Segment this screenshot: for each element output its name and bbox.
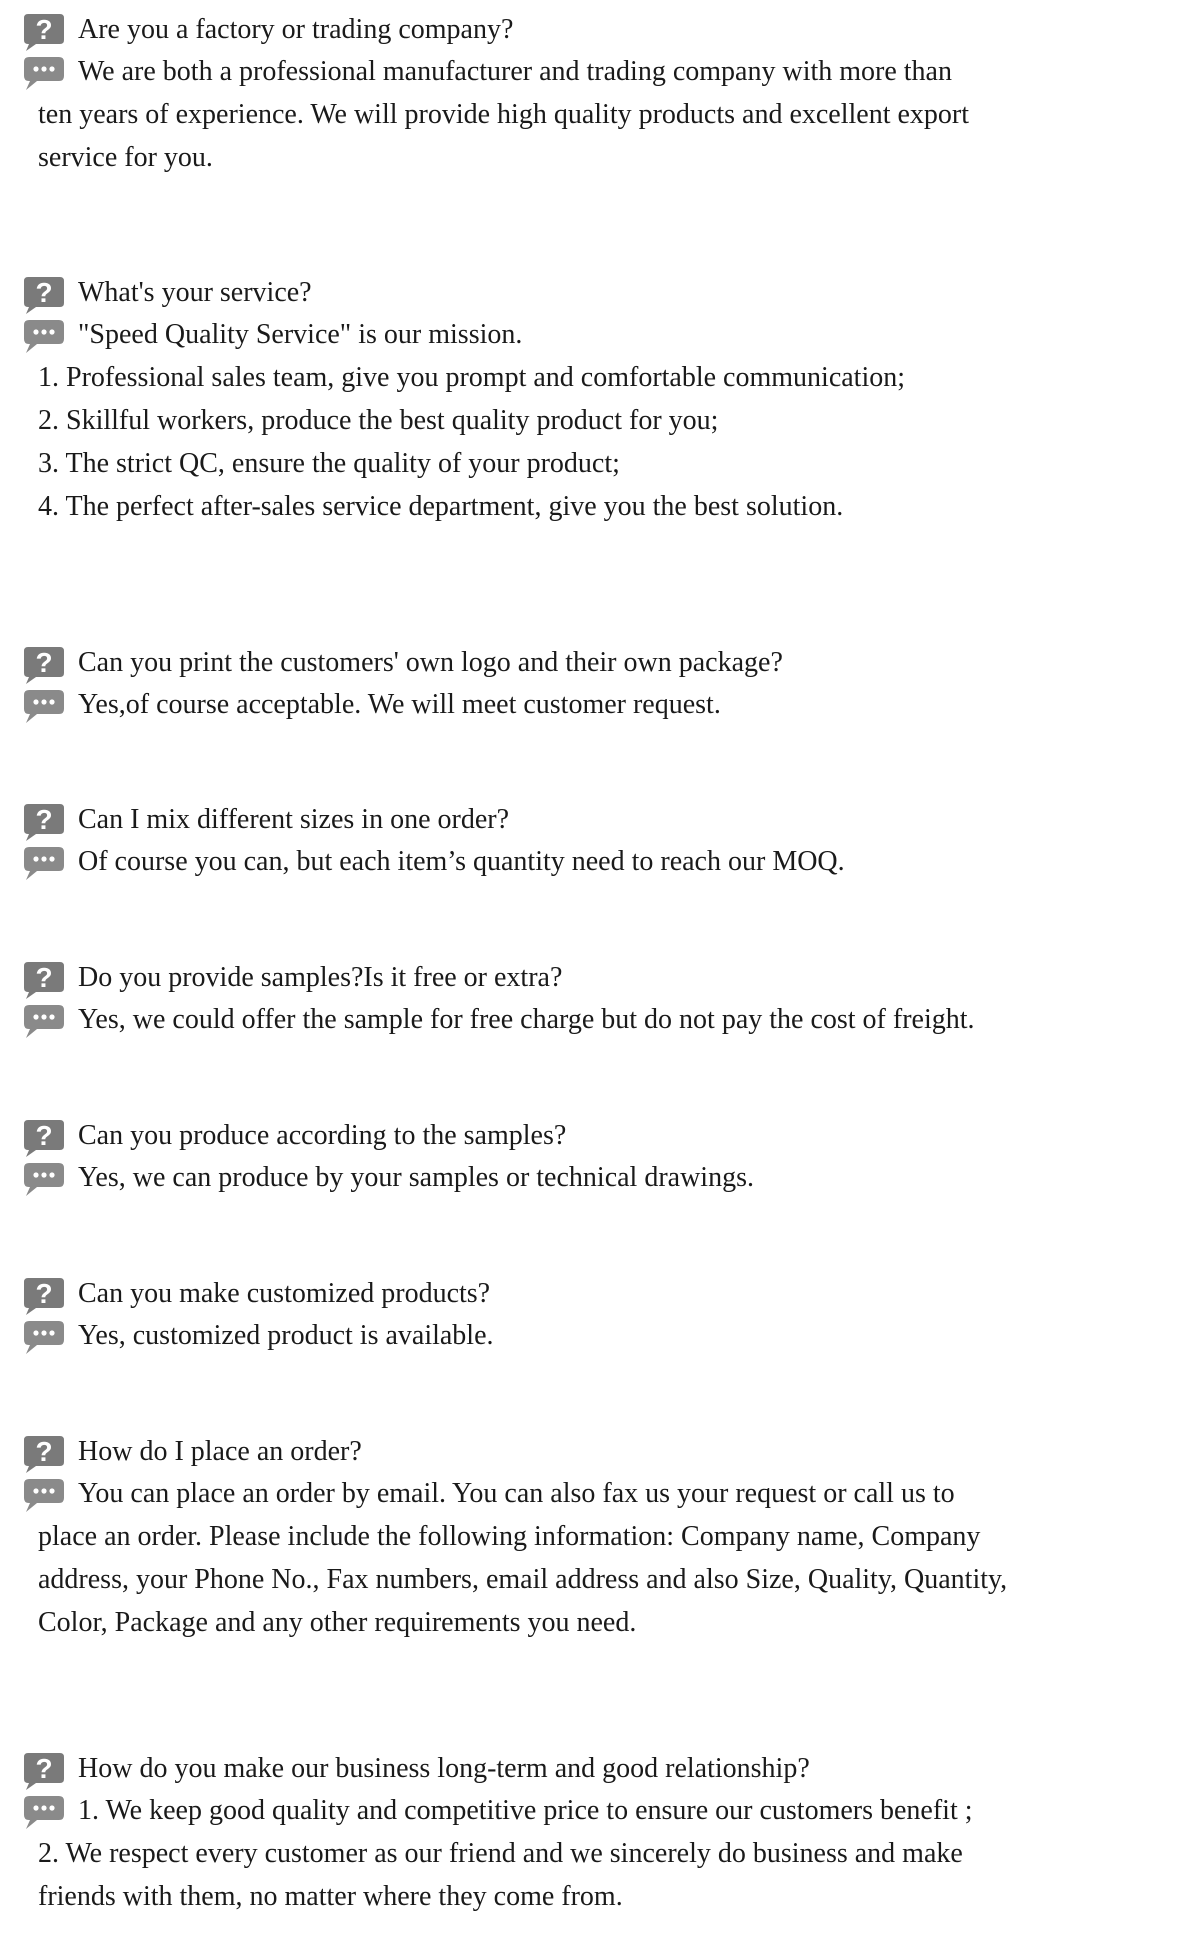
faq-answer-line: Yes, we can produce by your samples or technical drawings.	[78, 1162, 754, 1193]
svg-text:?: ?	[35, 1120, 53, 1151]
faq-answer-line: service for you.	[38, 142, 213, 173]
faq-answer-line: 1. Professional sales team, give you prompt and comfortable communication;	[38, 362, 906, 393]
faq-answer-line: Of course you can, but each item’s quantity need to reach our MOQ.	[78, 846, 845, 877]
svg-text:?: ?	[35, 804, 53, 835]
faq-answer-line: address, your Phone No., Fax numbers, email address and also Size, Quality, Quantity,	[38, 1564, 1008, 1595]
svg-text:?: ?	[35, 1278, 53, 1309]
faq-answer-line: Yes,of course acceptable. We will meet customer request.	[78, 689, 721, 720]
svg-text:?: ?	[35, 277, 53, 308]
faq-answer-line: 3. The strict QC, ensure the quality of your product;	[38, 448, 620, 479]
svg-text:?: ?	[35, 14, 53, 45]
faq-answer-line: "Speed Quality Service" is our mission.	[78, 319, 523, 350]
faq-question: Can you print the customers' own logo and their own package?	[78, 647, 783, 678]
svg-text:?: ?	[35, 1436, 53, 1467]
svg-text:?: ?	[35, 647, 53, 678]
faq-answer-line: 2. Skillful workers, produce the best quality product for you;	[38, 405, 719, 436]
faq-answer-line: ten years of experience. We will provide high quality products and excellent export	[38, 99, 970, 130]
faq-answer-line: 1. We keep good quality and competitive price to ensure our customers benefit ;	[78, 1795, 973, 1826]
faq-answer-line: We are both a professional manufacturer and trading company with more than	[78, 56, 952, 87]
faq-answer-line: friends with them, no matter where they come from.	[38, 1881, 623, 1912]
faq-answer-line: 4. The perfect after-sales service department, give you the best solution.	[38, 491, 844, 522]
faq-answer-line: 2. We respect every customer as our friend and we sincerely do business and make	[38, 1838, 963, 1869]
faq-question: Can I mix different sizes in one order?	[78, 804, 510, 835]
faq-question: How do you make our business long-term and good relationship?	[78, 1753, 810, 1784]
svg-text:?: ?	[35, 962, 53, 993]
faq-answer-line: You can place an order by email. You can also fax us your request or call us to	[78, 1478, 955, 1509]
faq-answer-line: place an order. Please include the following information: Company name, Company	[38, 1521, 981, 1552]
faq-question: Can you produce according to the samples?	[78, 1120, 567, 1151]
faq-answer-line: Color, Package and any other requirements you need.	[38, 1607, 637, 1638]
faq-question: Can you make customized products?	[78, 1278, 491, 1309]
faq-question: What's your service?	[78, 277, 312, 308]
faq-question: How do I place an order?	[78, 1436, 362, 1467]
faq-question: Are you a factory or trading company?	[78, 14, 514, 45]
svg-text:?: ?	[35, 1753, 53, 1784]
faq-question: Do you provide samples?Is it free or extra?	[78, 962, 563, 993]
faq-answer-line: Yes, we could offer the sample for free charge but do not pay the cost of freight.	[78, 1004, 975, 1035]
faq-answer-line: Yes, customized product is available.	[78, 1320, 494, 1351]
